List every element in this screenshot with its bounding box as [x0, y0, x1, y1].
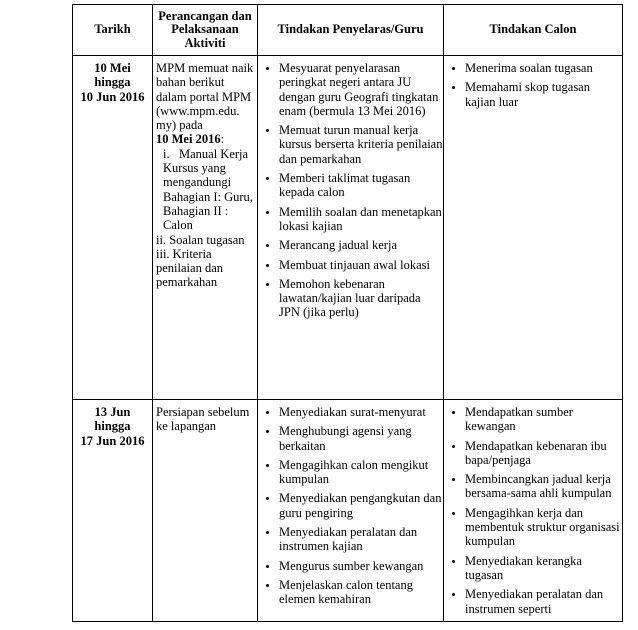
list-item: • Memahami skop tugasan kajian luar — [465, 80, 622, 109]
activity-item-text: Manual Kerja Kursus yang mengandungi Bahagian I: Guru, Bahagian II : Calon — [163, 146, 253, 233]
activity-item-number: i. — [163, 146, 170, 161]
list-item: • Merancang jadual kerja — [279, 238, 443, 252]
date-mid: hingga — [94, 75, 131, 90]
activity-cell — [153, 400, 258, 622]
schedule-table — [72, 4, 623, 622]
date-cell — [73, 56, 153, 400]
activity-item: ii. Soalan tugasan — [156, 232, 245, 247]
header-calon: Tindakan Calon — [444, 5, 623, 56]
date-from: 10 Mei — [94, 61, 131, 75]
list-item: • Membuat tinjauan awal lokasi — [279, 258, 443, 272]
list-item: • Menyediakan surat-menyurat — [279, 405, 443, 419]
activity-date: 10 Mei 2016 — [156, 132, 221, 147]
header-aktiviti: Perancangan dan Pelaksanaan Aktiviti — [153, 5, 258, 56]
list-item: • Mengurus sumber kewangan — [279, 559, 443, 573]
list-item: • Menjelaskan calon tentang elemen kemahiran — [279, 578, 443, 607]
list-item: • Mendapatkan sumber kewangan — [465, 405, 622, 434]
header-row — [73, 5, 623, 56]
activity-date-line — [156, 132, 255, 146]
list-item: • Menyediakan kerangka tugasan — [465, 554, 622, 583]
list-item: • Menyediakan peralatan dan instrumen kajian — [279, 525, 443, 554]
header-tarikh: Tarikh — [73, 5, 153, 56]
list-item: • Menyediakan pengangkutan dan guru pengiring — [279, 491, 443, 520]
header-guru: Tindakan Penyelaras/Guru — [258, 5, 444, 56]
activity-intro: MPM memuat naik bahan berikut dalam portal MPM (www.mpm.edu. my) pada — [156, 61, 254, 133]
calon-cell — [444, 56, 623, 400]
guru-cell — [258, 400, 444, 622]
list-item: • Menyediakan peralatan dan instrumen seperti — [465, 587, 622, 616]
list-item: • Memilih soalan dan menetapkan lokasi kajian — [279, 205, 443, 234]
table-row — [73, 56, 623, 400]
calon-cell — [444, 400, 623, 622]
list-item: • Mendapatkan kebenaran ibu bapa/penjaga — [465, 439, 622, 468]
list-item: • Memuat turun manual kerja kursus berserta kriteria penilaian dan pemarkahan — [279, 123, 443, 166]
list-item: • Menerima soalan tugasan — [465, 61, 622, 75]
list-item: • Mesyuarat penyelarasan peringkat negeri antara JU dengan guru Geografi tingkatan enam (bermula 13 Mei 2016) — [279, 61, 443, 118]
guru-cell — [258, 56, 444, 400]
date-from: 13 Jun — [94, 405, 131, 419]
date-mid: hingga — [94, 419, 131, 434]
list-item: • Mengagihkan kerja dan membentuk struktur organisasi kumpulan — [465, 506, 622, 549]
date-to: 10 Jun 2016 — [80, 89, 145, 104]
list-item: • Mengagihkan calon mengikut kumpulan — [279, 458, 443, 487]
table-row — [73, 400, 623, 622]
activity-item — [163, 147, 255, 233]
activity-text: Persiapan sebelum ke lapangan — [156, 405, 250, 434]
list-item: • Menghubungi agensi yang berkaitan — [279, 424, 443, 453]
activity-cell — [153, 56, 258, 400]
date-to: 17 Jun 2016 — [80, 433, 145, 448]
list-item: • Memohon kebenaran lawatan/kajian luar daripada JPN (jika perlu) — [279, 277, 443, 320]
date-cell — [73, 400, 153, 622]
activity-item: iii. Kriteria penilaian dan pemarkahan — [156, 246, 223, 290]
list-item: • Memberi taklimat tugasan kepada calon — [279, 171, 443, 200]
list-item: • Membincangkan jadual kerja bersama-sama ahli kumpulan — [465, 472, 622, 501]
activity-date-suffix: : — [220, 132, 225, 147]
